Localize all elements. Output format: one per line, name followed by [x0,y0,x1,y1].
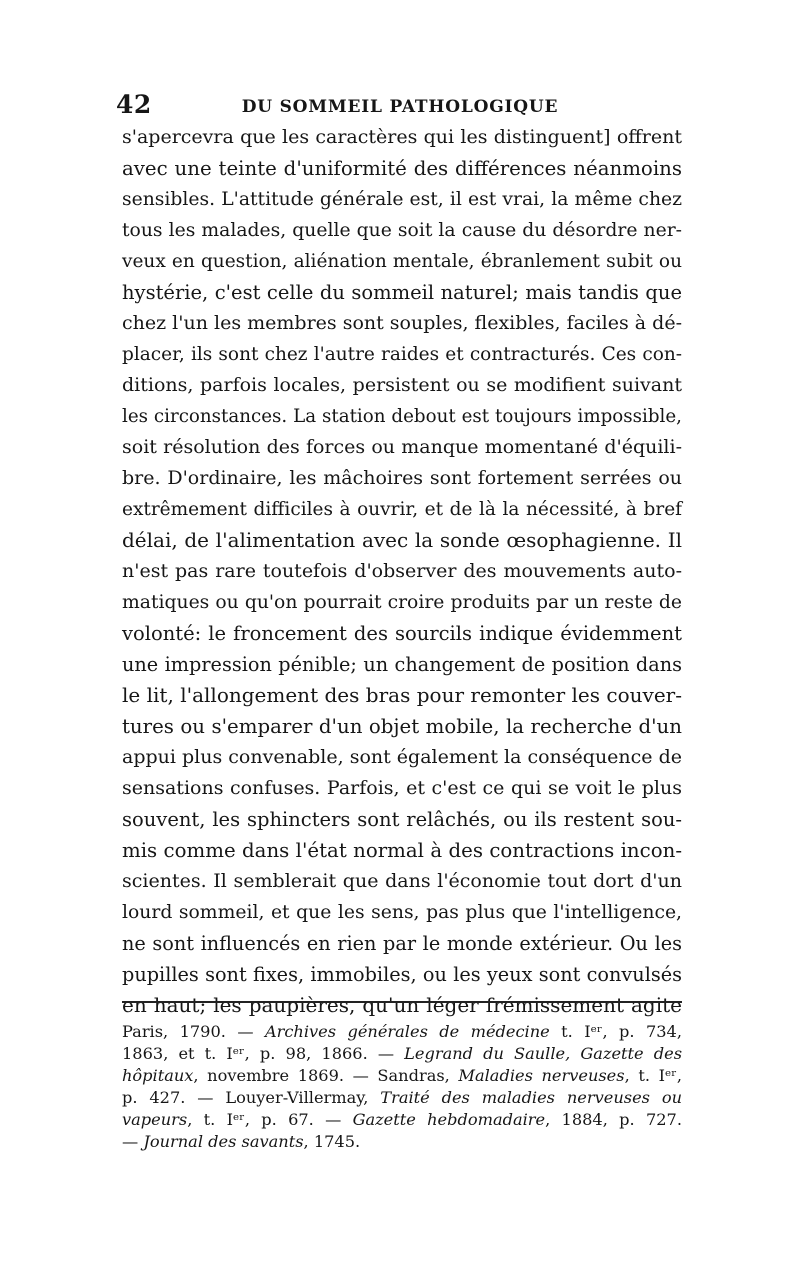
text-line: appui plus convenable, sont également la conséquence de [122,746,682,768]
footnote-line: p. 427. — Louyer-Villermay, Traité des maladies nerveuses ou [122,1088,682,1107]
text-line: délai, de l'alimentation avec la sonde œsophagienne. Il [122,528,682,552]
text-line: le lit, l'allongement des bras pour remonter les couver- [122,683,682,707]
body-text [122,122,682,1021]
text-line: ne sont influencés en rien par le monde extérieur. Ou les [122,932,682,955]
text-line: une impression pénible; un changement de position dans [122,653,682,676]
text-line: les circonstances. La station debout est toujours impossible, [122,406,682,427]
text-line: scientes. Il semblerait que dans l'économie tout dort d'un [122,870,682,892]
footnote-line: — Journal des savants, 1745. [122,1132,361,1151]
text-line: s'apercevra que les caractères qui les distinguent] offrent [122,126,682,148]
text-line: avec une teinte d'uniformité des différences néanmoins [122,157,682,180]
footnotes [122,1021,682,1153]
text-line: placer, ils sont chez l'autre raides et contracturés. Ces con- [122,344,682,365]
text-line: tures ou s'emparer d'un objet mobile, la recherche d'un [122,715,682,738]
text-line: n'est pas rare toutefois d'observer des mouvements auto- [122,560,682,582]
text-line: matiques ou qu'on pourrait croire produits par un reste de [122,592,682,613]
text-line: sensations confuses. Parfois, et c'est ce qui se voit le plus [122,777,682,799]
footnote-line: vapeurs, t. Iᵉʳ, p. 67. — Gazette hebdomadaire, 1884, p. 727. [122,1110,682,1129]
text-line: souvent, les sphincters sont relâchés, ou ils restent sou- [122,808,682,831]
text-line: soit résolution des forces ou manque momentané d'équili- [122,436,682,458]
text-line: extrêmement difficiles à ouvrir, et de là la nécessité, à bref [122,499,682,520]
text-line: sensibles. L'attitude générale est, il est vrai, la même chez [122,189,682,210]
text-line: pupilles sont fixes, immobiles, ou les yeux sont convulsés [122,963,682,986]
text-line: volonté: le froncement des sourcils indique évidemment [122,622,682,645]
text-line: chez l'un les membres sont souples, flexibles, faciles à dé- [122,312,682,334]
text-line: tous les malades, quelle que soit la cause du désordre ner- [122,220,682,241]
text-line: lourd sommeil, et que les sens, pas plus que l'intelligence, [122,902,682,923]
page-number: 42 [116,90,152,119]
text-line: ditions, parfois locales, persistent ou se modifient suivant [122,374,682,396]
footnote-line: Paris, 1790. — Archives générales de médecine t. Iᵉʳ, p. 734, [122,1022,682,1041]
footnote-line: 1863, et t. Iᵉʳ, p. 98, 1866. — Legrand du Saulle, Gazette des [122,1044,682,1063]
footnote-divider [122,1001,682,1003]
text-line: bre. D'ordinaire, les mâchoires sont fortement serrées ou [122,467,682,489]
text-line: hystérie, c'est celle du sommeil naturel; mais tandis que [122,281,682,304]
footnote-line: hôpitaux, novembre 1869. — Sandras, Maladies nerveuses, t. Iᵉʳ, [122,1066,683,1085]
text-line: en haut; les paupières, qu'un léger frémissement agite [122,993,682,1017]
running-title: DU SOMMEIL PATHOLOGIQUE [241,97,559,117]
text-line: mis comme dans l'état normal à des contractions incon- [122,839,682,862]
text-line: veux en question, aliénation mentale, ébranlement subit ou [122,251,682,272]
